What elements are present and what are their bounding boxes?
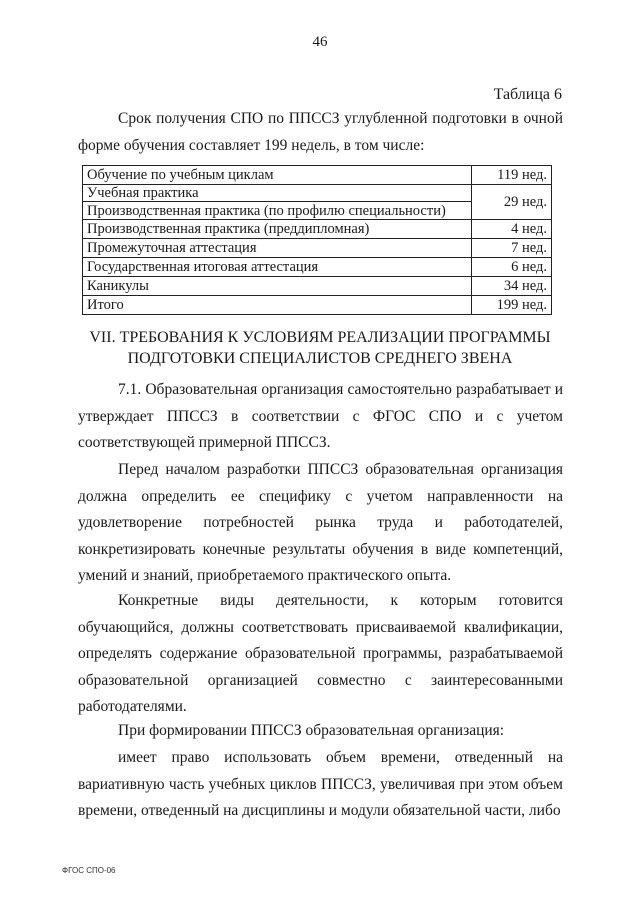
study-terms-table: [82, 165, 552, 315]
table-row: [83, 239, 552, 258]
table-row: [83, 166, 552, 185]
table-row: [83, 277, 552, 296]
table-cell-subitem: Учебная практика: [87, 185, 199, 201]
body-paragraph: Перед началом разработки ППССЗ образовательная организация должна определить ее специфику с учетом направленности на удовлетворение потребностей рынка труда и работодателей, конкретизировать конечные результаты обучения в виде компетенций, умений и знаний, приобретаемого практического опыта.: [78, 461, 563, 584]
body-paragraph: 7.1. Образовательная организация самостоятельно разрабатывает и утверждает ППССЗ в соответствии с ФГОС СПО и с учетом соответствующей примерной ППССЗ.: [78, 381, 563, 451]
table-cell-activity: [83, 185, 472, 220]
footer-note: ФГОС СПО-06: [62, 866, 116, 875]
body-paragraph: Конкретные виды деятельности, к которым готовится обучающийся, должны соответствовать присваиваемой квалификации, определять содержание образовательной программы, разрабатываемой образовательной организацией совместно с заинтересованными работодателями.: [78, 592, 563, 715]
table-cell-activity: Итого: [83, 296, 472, 315]
table-cell-duration: 29 нед.: [471, 185, 551, 220]
table-row-total: [83, 296, 552, 315]
table-cell-duration: 34 нед.: [471, 277, 551, 296]
body-paragraph: имеет право использовать объем времени, отведенный на вариативную часть учебных циклов ППССЗ, увеличивая при этом объем времени, отведенный на дисциплины и модули обязательной части, либо: [78, 749, 563, 819]
table-cell-activity: Промежуточная аттестация: [83, 239, 472, 258]
section-heading: [70, 327, 570, 369]
table-cell-activity: Каникулы: [83, 277, 472, 296]
table-row: [83, 220, 552, 239]
table-row: [83, 258, 552, 277]
body-paragraph: При формировании ППССЗ образовательная организация:: [118, 722, 505, 739]
section-heading-line: VII. ТРЕБОВАНИЯ К УСЛОВИЯМ РЕАЛИЗАЦИИ ПРОГРАММЫ: [89, 329, 551, 346]
table-row: [83, 185, 552, 220]
table-cell-subitem: Производственная практика (по профилю специальности): [83, 201, 471, 219]
section-heading-line: ПОДГОТОВКИ СПЕЦИАЛИСТОВ СРЕДНЕГО ЗВЕНА: [127, 350, 513, 367]
table-cell-duration: 199 нед.: [471, 296, 551, 315]
intro-paragraph: Срок получения СПО по ППССЗ углубленной подготовки в очной форме обучения составляет 199 недель, в том числе:: [78, 110, 563, 154]
table-cell-duration: 4 нед.: [471, 220, 551, 239]
table-cell-duration: 119 нед.: [471, 166, 551, 185]
table-cell-activity: Обучение по учебным циклам: [83, 166, 472, 185]
table-cell-duration: 7 нед.: [471, 239, 551, 258]
table-cell-activity: Производственная практика (преддипломная): [83, 220, 472, 239]
table-cell-duration: 6 нед.: [471, 258, 551, 277]
page-number: 46: [312, 34, 328, 50]
table-cell-activity: Государственная итоговая аттестация: [83, 258, 472, 277]
table-label: Таблица 6: [493, 86, 562, 103]
